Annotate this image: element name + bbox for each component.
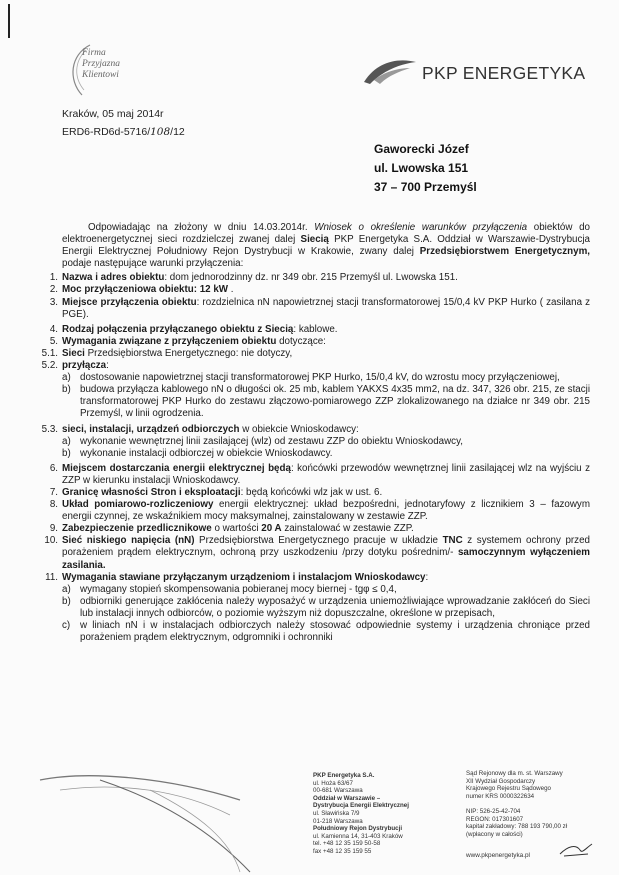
intro-italic: Wniosek o określenie warunków przyłączenia (314, 222, 528, 233)
items-list (41, 272, 590, 644)
item-number: 5.1. (41, 347, 58, 359)
binder-mark (8, 4, 10, 38)
list-item (49, 335, 590, 348)
reference-number (62, 126, 185, 138)
sub-letter: b) (62, 384, 71, 396)
item-text: zainstalować w zestawie ZZP. (281, 523, 414, 535)
footer-line: fax +48 12 35 159 55 (313, 847, 372, 855)
intro-text: podaje następujące warunki przyłączenia: (62, 258, 244, 270)
item-text: : rozdzielnica nN napowietrznej stacji transformatorowej 15/0,4 kV PKP Hurko ( zasilana z PGE). (62, 296, 590, 320)
item-number: 3. (49, 296, 58, 308)
footer-line: kapitał zakładowy: 788 193 790,00 zł (466, 823, 568, 831)
list-item (41, 423, 590, 436)
list-item (49, 296, 590, 321)
sub-text: odbiorniki generujące zakłócenia należy wyposażyć w urządzenia uniemożliwiające wprowadzanie zakłóceń do Sieci lub instalacji innych odbiorców, o poziomie wyższym niż dopuszczalne, określone w przepisach, (80, 595, 590, 619)
list-item (41, 360, 590, 372)
sub-text: w liniach nN i w instalacjach odbiorczych należy stosować odpowiednie systemy i urządzenia chroniące przed porażeniem prądem elektrycznym, odgromniki i ochronniki (80, 620, 590, 644)
decorative-swirl-icon (0, 760, 300, 875)
list-item (49, 523, 590, 535)
intro-text: Odpowiadając na złożony w dniu 14.03.2014r. (88, 222, 315, 233)
reference-suffix: /12 (170, 126, 185, 138)
footer-line: ul. Kamienna 14, 31-403 Kraków (313, 832, 403, 840)
sub-letter: b) (62, 595, 71, 607)
footer-line: Krajowego Rejestru Sądowego (466, 785, 551, 793)
item-number: 7. (49, 486, 58, 498)
item-text: : (425, 571, 429, 583)
sub-item (62, 620, 590, 644)
item-bold: Miejsce przyłączenia obiektu (62, 296, 197, 308)
footer-line: (wpłacony w całości) (466, 830, 523, 838)
item-text: : dom jednorodzinny dz. nr 349 obr. 215 Przemyśl ul. Lwowska 151. (164, 272, 458, 284)
list-item (45, 571, 590, 584)
reference-prefix: ERD6-RD6d-5716/ (62, 126, 151, 138)
item-bold: Wymagania związane z przyłączeniem obiektu (62, 335, 277, 347)
initials-signature (558, 840, 594, 860)
footer-registry-info (466, 770, 567, 838)
sub-item (62, 596, 590, 620)
item-text: : kablowe. (293, 323, 338, 335)
item-bold: Nazwa i adres obiektu (62, 272, 165, 284)
list-item (49, 486, 590, 499)
sub-text: budowa przyłącza kablowego nN o długości ok. 25 mb, kablem YAKXS 4x35 mm2, na dz. 347, 326 obr. 215, ze stacji transformatorowej PKP Hurko do zestawu złączowo-pomiarowego ZZP zlokalizowanego na działce nr 349 obr. 215 Przemyśl, w linii ogrodzenia. (80, 384, 590, 420)
list-item (49, 323, 590, 336)
sub-text: wykonanie wewnętrznej linii zasilającej (wlz) od zestawu ZZP do obiektu Wnioskodawcy, (80, 435, 463, 447)
intro-text: PKP Energetyka S.A. Oddział w Warszawie-Dystrybucja Energii Elektrycznej Południowy Rejon Dystrybucji w Krakowie, zwany dalej (62, 234, 591, 258)
footer-line: ul. Hoża 63/67 (313, 779, 353, 787)
recipient-address (374, 140, 477, 197)
logo-text (82, 48, 120, 81)
list-item (49, 462, 590, 487)
item-number: 2. (49, 284, 58, 296)
item-number: 5.3. (41, 423, 58, 435)
item-bold: samoczynnym wyłączeniem zasilania. (62, 547, 590, 571)
item-text: : (106, 360, 109, 372)
item-bold: TNC (442, 535, 463, 547)
item-number: 9. (49, 523, 58, 535)
logo-line: Przyjazna (82, 59, 120, 69)
sub-item (62, 384, 590, 420)
footer-line: ul. Sławińska 7/9 (313, 809, 360, 817)
item-number: 8. (49, 499, 58, 511)
sub-letter: a) (62, 583, 71, 595)
item-text: Przedsiębiorstwa Energetycznego: nie dotyczy, (84, 347, 293, 359)
letter-footer (0, 760, 619, 875)
footer-line: Dystrybucja Energii Elektrycznej (313, 802, 409, 810)
footer-line: 00-681 Warszawa (313, 787, 363, 795)
item-bold: Miejscem dostarczania energii elektrycznej będą (62, 462, 291, 474)
item-bold: Moc przyłączeniowa obiektu: 12 kW (62, 284, 229, 296)
item-bold: Zabezpieczenie przedlicznikowe (62, 523, 212, 535)
list-item (49, 499, 590, 523)
footer-line: REGON: 017301607 (466, 815, 524, 823)
item-number: 4. (49, 323, 58, 335)
reference-handwritten: 108 (150, 126, 171, 138)
footer-line: Sąd Rejonowy dla m. st. Warszawy (466, 770, 563, 777)
list-item (49, 272, 590, 284)
footer-line: Oddział w Warszawie – (313, 794, 381, 802)
list-item (44, 535, 590, 571)
footer-line: Południowy Rejon Dystrybucji (313, 825, 403, 833)
intro-bold: Przedsiębiorstwem Energetycznym, (419, 246, 591, 258)
item-text: o wartości (211, 523, 262, 535)
item-bold: Granicę własności Stron i eksploatacji (62, 486, 241, 498)
item-bold: Układ pomiarowo-rozliczeniowy (62, 499, 214, 511)
item-number: 10. (44, 535, 58, 547)
sub-item (62, 448, 590, 460)
sub-text: dostosowanie napowietrznej stacji transformatorowej PKP Hurko, 15/0,4 kV, do wzrostu mocy przyłączeniowej, (80, 372, 560, 384)
logo-line: Klientowi (82, 70, 119, 80)
footer-line: PKP Energetyka S.A. (313, 772, 375, 779)
item-text: dotyczące: (276, 335, 326, 347)
footer-line: tel. +48 12 35 159 50-58 (313, 840, 381, 848)
item-text: w obiekcie Wnioskodawcy: (239, 423, 359, 435)
intro-bold: Siecią (300, 234, 329, 246)
item-number: 11. (45, 571, 58, 583)
recipient-name: Gaworecki Józef (374, 142, 469, 156)
place-date: Kraków, 05 maj 2014r (62, 108, 164, 120)
item-text: Przedsiębiorstwa Energetycznego pracuje w układzie (194, 535, 443, 547)
recipient-city: 37 – 700 Przemyśl (374, 180, 477, 194)
item-text: : końcówki przewodów wewnętrznej linii zasilającej wlz na wyjściu z ZZP w kierunku instalacji Wnioskodawcy. (62, 462, 590, 486)
website-link[interactable]: www.pkpenergetyka.pl (466, 852, 530, 859)
sub-item (62, 372, 590, 384)
item-text: . (228, 284, 234, 296)
sub-letter: a) (62, 435, 71, 447)
footer-company-info (313, 772, 409, 856)
item-text: : będą końcówki wlz jak w ust. 6. (240, 486, 383, 498)
sub-letter: b) (62, 447, 71, 459)
item-text: energii elektrycznej: układ bezpośredni, jednotaryfowy z licznikiem 3 – fazowym energii czynnej, ze wskaźnikiem mocy maksymalnej, zainstalowany w zestawie ZZP. (62, 499, 590, 523)
leaf-swoosh-icon (360, 56, 418, 88)
logo-line: Firma (82, 48, 106, 58)
list-item (41, 347, 590, 360)
sub-item (62, 436, 590, 448)
sub-item (62, 584, 590, 596)
sub-text: wymagany stopień skompensowania pobieranej mocy biernej - tgφ ≤ 0,4, (80, 583, 397, 595)
item-text: z systemem ochrony przed porażeniem prądem elektrycznym, ochroną przy uszkodzeniu /przy dotyku pośrednim/- (62, 535, 590, 559)
list-item (49, 284, 590, 296)
letter-body (41, 222, 591, 644)
item-bold: sieci, instalacji, urządzeń odbiorczych (62, 423, 240, 435)
item-number: 6. (49, 462, 58, 474)
item-number: 1. (49, 272, 58, 284)
sub-letter: a) (62, 372, 71, 384)
recipient-street: ul. Lwowska 151 (374, 161, 469, 175)
company-name: PKP ENERGETYKA (422, 63, 586, 83)
footer-line (466, 800, 567, 808)
item-bold: Sieci (62, 347, 85, 359)
item-bold: Sieć niskiego napięcia (nN) (62, 535, 195, 547)
intro-text: obiektów do elektroenergetycznej sieci rozdzielczej zwanej dalej (62, 222, 590, 246)
sub-text: wykonanie instalacji odbiorczej w obiekcie Wnioskodawcy. (80, 447, 333, 459)
footer-line: numer KRS 0000322634 (466, 792, 535, 800)
footer-line: XII Wydział Gospodarczy (466, 777, 536, 785)
item-bold: przyłącza (62, 360, 107, 372)
item-number: 5.2. (41, 360, 58, 372)
item-bold: 20 A (261, 523, 282, 535)
intro-paragraph (62, 222, 590, 270)
sub-letter: c) (62, 620, 71, 631)
pkp-energetyka-logo (360, 56, 590, 88)
friendly-company-logo (60, 40, 150, 100)
item-bold: Wymagania stawiane przyłączanym urządzeniom i instalacjom Wnioskodawcy (62, 571, 426, 583)
item-bold: Rodzaj połączenia przyłączanego obiektu z Siecią (62, 323, 294, 335)
footer-line: 01-218 Warszawa (313, 817, 363, 825)
item-number: 5. (49, 335, 58, 347)
footer-line: NIP: 526-25-42-704 (466, 807, 521, 815)
